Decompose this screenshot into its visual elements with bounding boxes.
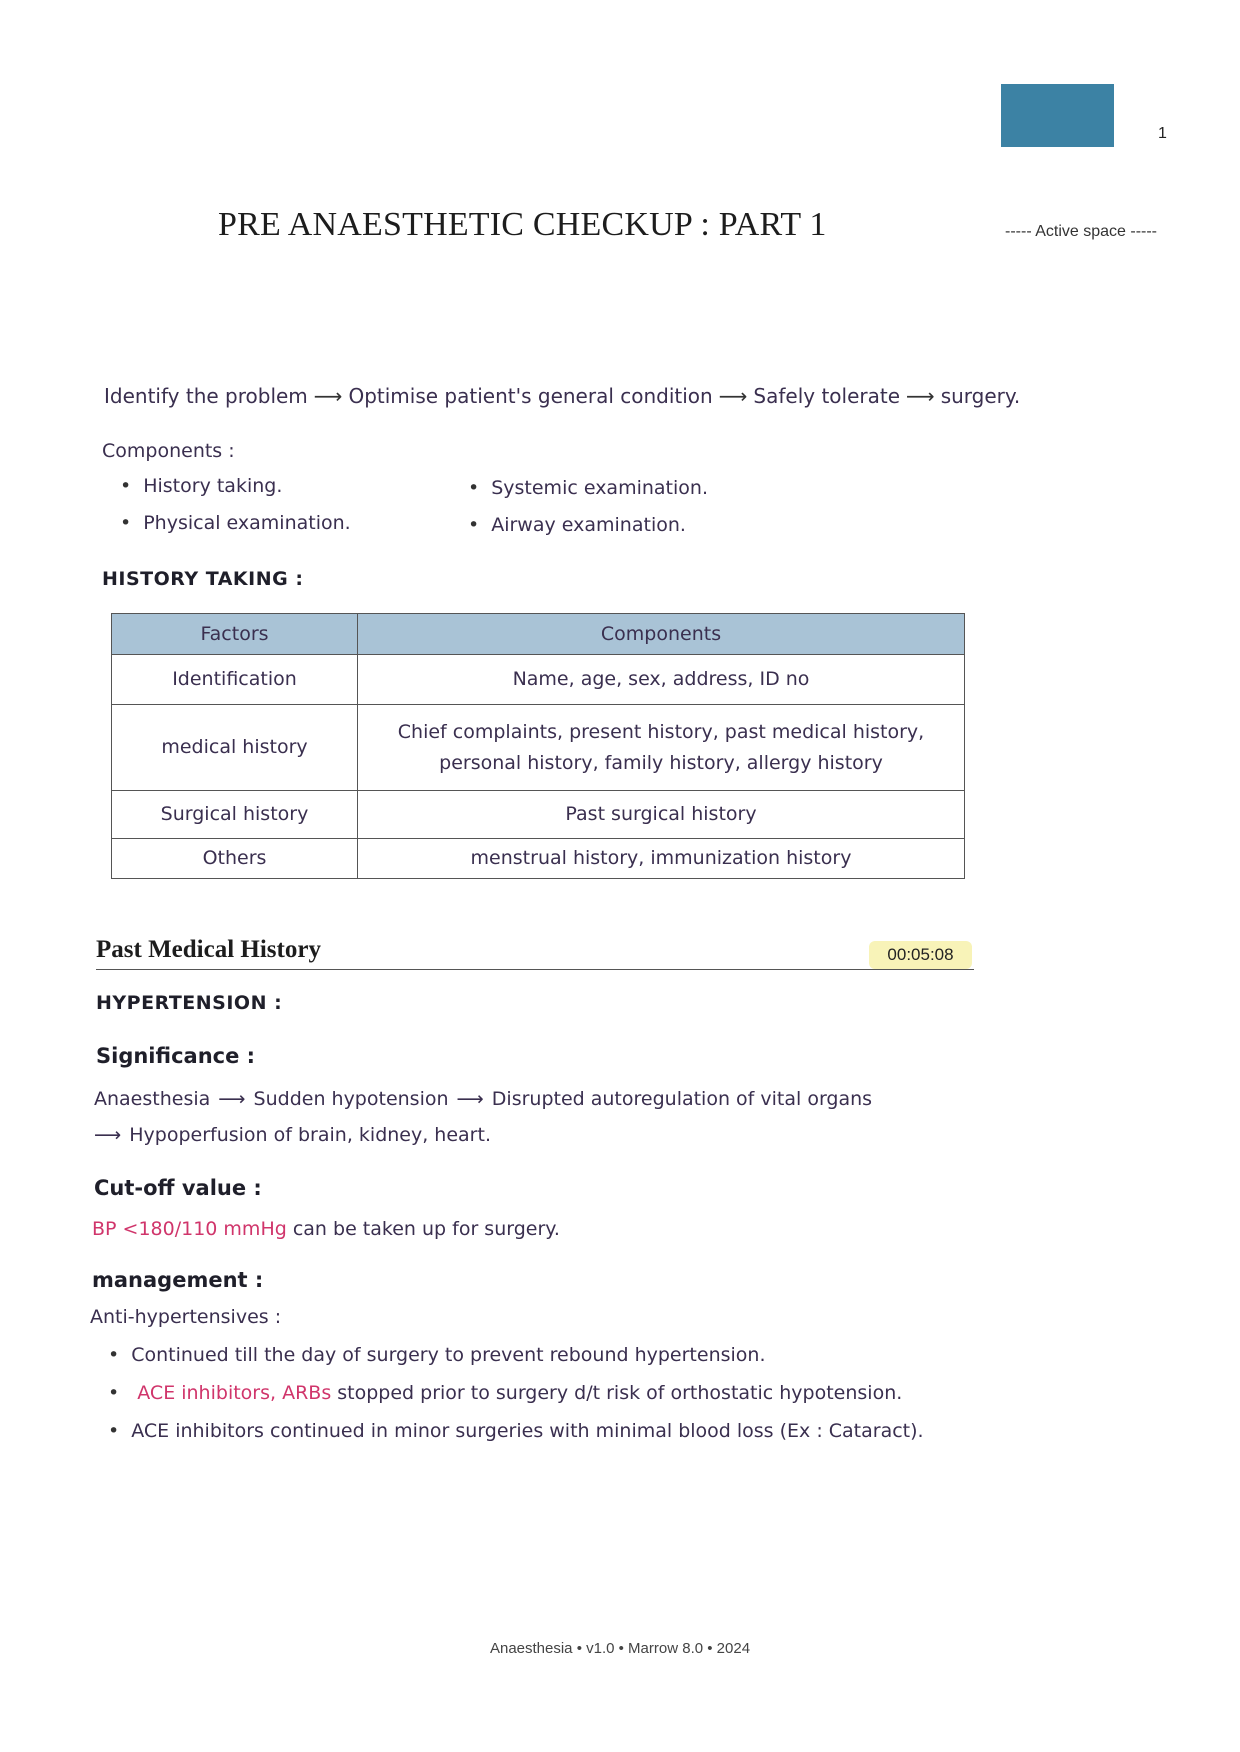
table-row xyxy=(112,705,965,791)
cutoff-text: can be taken up for surgery. xyxy=(292,1218,560,1240)
hypertension-heading: HYPERTENSION : xyxy=(96,992,283,1014)
page-footer: Anaesthesia • v1.0 • Marrow 8.0 • 2024 xyxy=(489,1640,751,1657)
component-cell: Past surgical history xyxy=(358,791,965,839)
list-item xyxy=(108,1382,902,1404)
flow-step: Identify the problem xyxy=(104,384,308,408)
column-header: Factors xyxy=(112,614,358,655)
flow-step: Anaesthesia xyxy=(94,1088,211,1110)
arrow-icon: ⟶ xyxy=(94,1124,122,1146)
list-item-text: stopped prior to surgery d/t risk of orthostatic hypotension. xyxy=(337,1382,903,1404)
active-space-label: ----- Active space ----- xyxy=(1005,223,1157,240)
significance-heading: Significance : xyxy=(96,1044,256,1068)
page-number: 1 xyxy=(1158,125,1167,142)
overview-flow xyxy=(104,384,1020,408)
flow-step: Optimise patient's general condition xyxy=(348,384,713,408)
list-item: • Continued till the day of surgery to prevent rebound hypertension. xyxy=(108,1344,766,1366)
history-taking-heading: HISTORY TAKING : xyxy=(102,568,304,590)
flow-step: Disrupted autoregulation of vital organs xyxy=(491,1088,873,1110)
component-cell: Chief complaints, present history, past medical history, personal history, family history, allergy history xyxy=(358,705,965,791)
factor-cell: Identification xyxy=(112,655,358,705)
factor-cell: medical history xyxy=(112,705,358,791)
arrow-icon: ⟶ xyxy=(313,384,343,408)
flow-step: Hypoperfusion of brain, kidney, heart. xyxy=(129,1124,491,1146)
list-item: • ACE inhibitors continued in minor surgeries with minimal blood loss (Ex : Cataract). xyxy=(108,1420,924,1442)
management-heading: management : xyxy=(92,1268,264,1292)
factor-cell: Others xyxy=(112,839,358,879)
table-row xyxy=(112,839,965,879)
cutoff-highlight: BP <180/110 mmHg xyxy=(92,1218,287,1240)
chapter-tab-block xyxy=(1001,84,1114,147)
history-taking-table xyxy=(111,613,965,879)
table-row xyxy=(112,655,965,705)
component-cell: menstrual history, immunization history xyxy=(358,839,965,879)
table-row xyxy=(112,791,965,839)
cutoff-line xyxy=(92,1218,560,1240)
cutoff-heading: Cut-off value : xyxy=(94,1176,262,1200)
components-heading: Components : xyxy=(102,440,235,462)
arrow-icon: ⟶ xyxy=(906,384,935,408)
table-header-row xyxy=(112,614,965,655)
arrow-icon: ⟶ xyxy=(218,1088,246,1110)
list-item: • Airway examination. xyxy=(468,514,686,536)
component-cell: Name, age, sex, address, ID no xyxy=(358,655,965,705)
section-title: Past Medical History xyxy=(96,936,321,963)
significance-line xyxy=(94,1124,491,1146)
drug-highlight: ACE inhibitors, ARBs xyxy=(137,1382,332,1404)
column-header: Components xyxy=(358,614,965,655)
factor-cell: Surgical history xyxy=(112,791,358,839)
list-item: • Systemic examination. xyxy=(468,477,708,499)
flow-step: Safely tolerate xyxy=(753,384,901,408)
flow-step: surgery. xyxy=(940,384,1021,408)
video-timestamp[interactable]: 00:05:08 xyxy=(869,941,972,969)
page-title: PRE ANAESTHETIC CHECKUP : PART 1 xyxy=(218,206,827,243)
antihypertensives-label: Anti-hypertensives : xyxy=(90,1306,282,1328)
arrow-icon: ⟶ xyxy=(456,1088,484,1110)
significance-line xyxy=(94,1088,872,1110)
list-item: • Physical examination. xyxy=(120,512,351,534)
flow-step: Sudden hypotension xyxy=(253,1088,449,1110)
list-item: • History taking. xyxy=(120,475,282,497)
arrow-icon: ⟶ xyxy=(718,384,748,408)
section-divider xyxy=(96,969,974,970)
